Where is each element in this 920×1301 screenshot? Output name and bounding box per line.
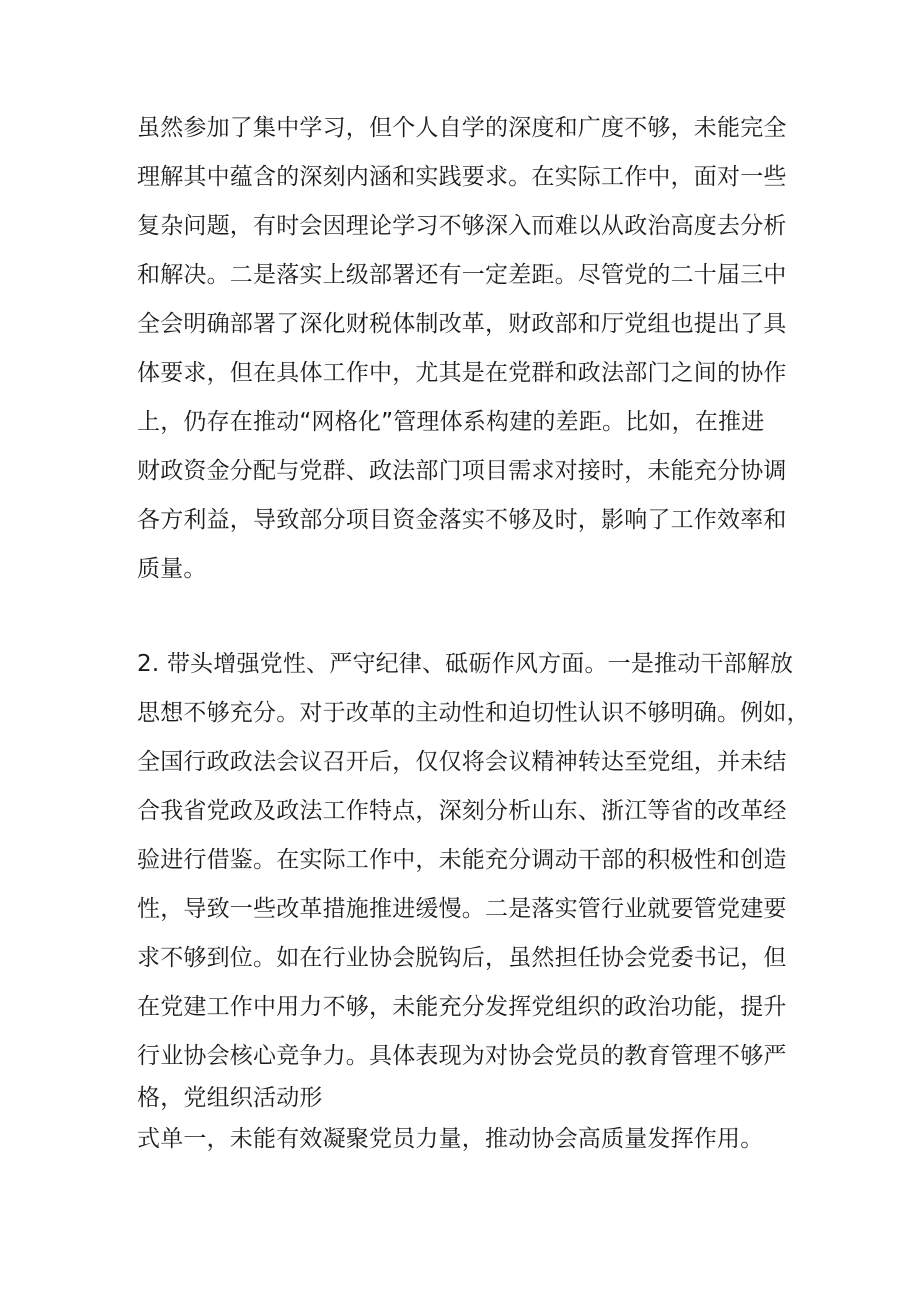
paragraph-line: 合我省党政及政法工作特点，深刻分析山东、浙江等省的改革经 (137, 798, 787, 824)
paragraph-line: 理解其中蕴含的深刻内涵和实践要求。在实际工作中，面对一些 (137, 164, 787, 190)
paragraph-line: 性，导致一些改革措施推进缓慢。二是落实管行业就要管党建要 (137, 896, 787, 922)
paragraph-line: 质量。 (137, 556, 207, 582)
paragraph-line: 行业协会核心竞争力。具体表现为对协会党员的教育管理不够严 (137, 1043, 787, 1069)
paragraph-line: 格，党组织活动形 (137, 1085, 323, 1111)
paragraph-line: 全会明确部署了深化财税体制改革，财政部和厅党组也提出了具 (137, 311, 787, 337)
paragraph-line: 各方利益，导致部分项目资金落实不够及时，影响了工作效率和 (137, 507, 787, 533)
paragraph-1 (137, 104, 787, 594)
paragraph-line: 式单一，未能有效凝聚党员力量，推动协会高质量发挥作用。 (137, 1126, 764, 1152)
paragraph-line: 思想不够充分。对于改革的主动性和迫切性认识不够明确。例如， (137, 700, 810, 726)
paragraph-2 (137, 640, 810, 1164)
paragraph-line: 和解决。二是落实上级部署还有一定差距。尽管党的二十届三中 (137, 262, 787, 288)
paragraph-line: 体要求，但在具体工作中，尤其是在党群和政法部门之间的协作 (137, 360, 787, 386)
paragraph-line: 在党建工作中用力不够，未能充分发挥党组织的政治功能，提升 (137, 994, 787, 1020)
paragraph-line: 虽然参加了集中学习，但个人自学的深度和广度不够，未能完全 (137, 115, 787, 141)
paragraph-line: 复杂问题，有时会因理论学习不够深入而难以从政治高度去分析 (137, 213, 787, 239)
paragraph-line: 财政资金分配与党群、政法部门项目需求对接时，未能充分协调 (137, 458, 787, 484)
paragraph-line: 2. 带头增强党性、严守纪律、砥砺作风方面。一是推动干部解放 (137, 651, 794, 677)
paragraph-line: 求不够到位。如在行业协会脱钩后，虽然担任协会党委书记，但 (137, 945, 787, 971)
paragraph-line: 上，仍存在推动“网格化”管理体系构建的差距。比如，在推进 (137, 409, 765, 435)
paragraph-line: 验进行借鉴。在实际工作中，未能充分调动干部的积极性和创造 (137, 847, 787, 873)
paragraph-line: 全国行政政法会议召开后，仅仅将会议精神转达至党组，并未结 (137, 749, 787, 775)
